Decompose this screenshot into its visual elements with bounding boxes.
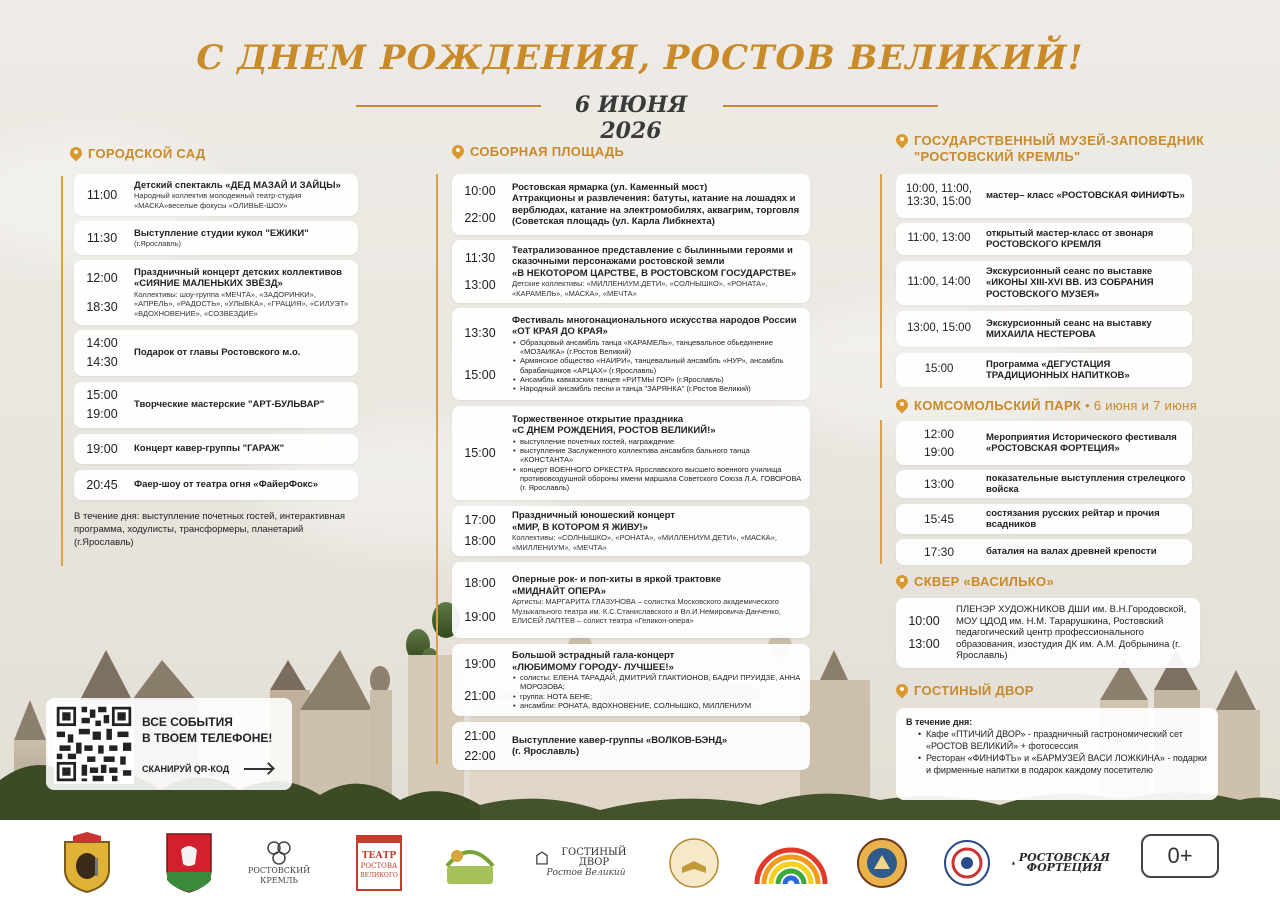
event-card: 11:00, 13:00 открытый мастер-класс от звонаря РОСТОВСКОГО КРЕМЛЯ [896,223,1192,255]
logo-yaroslavl-region [58,828,116,898]
logo-children-center [752,828,830,898]
event-card: 18:00 19:00 Оперные рок- и поп-хиты в яркой трактовке «МИДНАЙТ ОПЕРА» Артисты: МАРГАРИТА ГЛАЗУНОВА – солистка Московского академического Музыкального театра им. К.С.Станиславского и Вл.И.Немировича-Данченко, ЕЛИСЕЙ ЛАПТЕВ – солист театра «Геликон-опера» [452,562,810,638]
event-date: 6 ИЮНЯ 2026 [574,92,688,144]
column-line [880,420,882,564]
column-line [880,174,882,388]
event-time: 11:00 [86,187,118,202]
event-title: Праздничный концерт детских коллективов «СИЯНИЕ МАЛЕНЬКИХ ЗВЁЗД» [134,266,343,290]
event-time: 11:30 13:00 [464,250,496,292]
round-emblem-icon [856,837,908,889]
logo-gostiny-dvor: ГОСТИНЫЙ ДВОР Ростов Великий [536,828,636,898]
event-time: 12:00 19:00 [923,427,955,459]
event-time: 21:00 22:00 [464,728,496,763]
venue-name: ГОСТИНЫЙ ДВОР [914,683,1034,698]
event-time: 19:00 [86,441,118,456]
event-time: 15:00 [924,363,954,376]
event-card: 19:00 21:00 Большой эстрадный гала-концерт «ЛЮБИМОМУ ГОРОДУ- ЛУЧШЕЕ!» • солисты: ЕЛЕНА ТАРАДАЙ, ДМИТРИЙ ГЛАКТИОНОВ, БАДРИ ПРУИДЗЕ, АННА МОРОЗОВА; • группа: НОТА БЕНЕ; • ансамбли: РОНАТА, ВДОХНОВЕНИЕ, СОЛНЫШКО, МИЛЛЕНИУМ [452,644,810,716]
event-card: 11:00, 14:00 Экскурсионный сеанс по выставке «ИКОНЫ XIII-XVI ВВ. ИЗ СОБРАНИЯ РОСТОВСКОГО МУЗЕЯ» [896,261,1192,305]
event-details: (г.Ярославль) [134,239,182,248]
event-time: 19:00 21:00 [464,656,496,703]
venue-komsomolsky-park [896,398,1197,415]
event-card [74,434,358,464]
page-title: С ДНЕМ РОЖДЕНИЯ, РОСТОВ ВЕЛИКИЙ! [196,38,1084,78]
event-card [74,470,358,500]
venue-name: КОМСОМОЛЬСКИЙ ПАРК • 6 июня и 7 июня [914,398,1197,413]
list-item: • Образцовый ансамбль танца «КАРАМЕЛЬ», танцевальное обьединение «МОЗАИКА» (г.Ростов Великий) [512,338,804,356]
event-time: 10:00 22:00 [464,184,496,225]
venue-skver-vasilko [896,574,1054,591]
location-pin-icon [70,147,82,163]
event-card [74,382,358,428]
event-card: 15:00 Торжественное открытие праздника «С ДНЕМ РОЖДЕНИЯ, РОСТОВ ВЕЛИКИЙ!» • выступление почетных гостей, награждение • выступление Заслуженного коллектива ансамбля бального танца «КОНСТАНТА» • концерт ВОЕННОГО ОРКЕСТРА Ярославского высшего военного училища противовоздушной обороны имени маршала Советского Союза Л.А. ГОВОРОВА (г. Ярославль) [452,406,810,500]
list-item: • Ресторан «ФИНИФТЬ» и «БАРМУЗЕЙ ВАСИ ЛОЖКИНА» - подарки и фирменные напитки в подарок каждому посетителю [918,752,1208,776]
event-title: Подарок от главы Ростовского м.о. [134,347,301,359]
event-card: 13:00, 15:00 Экскурсионный сеанс на выставку МИХАИЛА НЕСТЕРОВА [896,311,1192,347]
logo-gorodskoy-sad [440,828,500,898]
event-title: Выступление студии кукол "ЕЖИКИ" [134,227,309,239]
venue-name: ГОСУДАРСТВЕННЫЙ МУЗЕЙ-ЗАПОВЕДНИК "РОСТОВСКИЙ КРЕМЛЬ" [914,133,1205,164]
event-time: 15:00 [464,445,496,460]
kremlin-emblem-icon [264,840,294,866]
event-time: 13:00, 15:00 [907,322,971,335]
list-item: • выступление почетных гостей, награждение [512,437,804,446]
list-item: • группа: НОТА БЕНЕ; [512,692,804,701]
event-details: Народный коллектив молодежный театр-студия «МАСКА»веселые фокусы «ОЛИВЬЕ-ШОУ» [134,191,302,210]
event-time: 18:00 19:00 [464,575,496,624]
event-card: 10:00 22:00 Ростовская ярмарка (ул. Каменный мост) Аттракционы и развлечения: батуты, катание на лошадях и верблюдах, катание на электромобилях, аквагрим, торговля (Советская площадь (ул. Карла Либкнехта) [452,174,810,235]
list-item: • концерт ВОЕННОГО ОРКЕСТРА Ярославского высшего военного училища противовоздушной обороны имени маршала Советского Союза Л.А. ГОВОРОВА (г. Ярославль) [512,465,804,493]
venue-name: СКВЕР «ВАСИЛЬКО» [914,574,1054,589]
logo-cultural-center [856,828,908,898]
location-pin-icon [896,575,908,591]
date-row [356,92,938,144]
event-title: Фаер-шоу от театра огня «ФайерФокс» [134,479,319,491]
event-card: 10:00 13:00 ПЛЕНЭР ХУДОЖНИКОВ ДШИ им. В.Н.Городовской, МОУ ЦДОД им. Н.М. Тарарушкина, Ростовский педагогический центр профессионального образования, изостудия ДК им. А.М. Добрынина (г. Ярославль) [896,598,1200,668]
event-time: 11:00, 13:00 [907,232,971,245]
event-time: 12:00 18:30 [86,271,118,314]
divider [723,105,938,107]
day-note: В течение дня: выступление почетных гостей, интерактивная программа, ходулисты, трансформеры, планетарий (г.Ярославль) [74,511,346,548]
event-card [74,174,358,216]
event-card: 17:30 баталия на валах древней крепости [896,539,1192,565]
logo-heritage-league [942,828,992,898]
rainbow-emblem-icon [753,838,829,888]
venue-gostiny-dvor [896,683,1034,700]
location-pin-icon [896,684,908,700]
event-time: 20:45 [86,477,118,492]
event-title: Детский спектакль «ДЕД МАЗАЙ И ЗАЙЦЫ» [134,179,341,191]
event-time: 17:00 18:00 [464,513,496,549]
event-details: Коллективы: шоу-группа «МЕЧТА», «ЗАДОРИНКИ», «АПРЕЛЬ», «РАДОСТЬ», «УЛЫБКА», «ГРАЦИЯ», «СИЛУЭТ» «ВДОХНОВЕНИЕ», «СОЗВЕЗДИЕ» [134,289,349,318]
location-pin-icon [896,399,908,415]
list-item: • Ансамбль кавказских танцев «РИТМЫ ГОР» (г.Ярославль) [512,375,804,384]
location-pin-icon [896,134,908,150]
event-time: 15:00 19:00 [86,388,118,422]
coat-of-arms-icon [59,832,115,894]
event-time: 11:30 [86,230,118,245]
event-title: Концерт кавер-группы "ГАРАЖ" [134,443,285,455]
qr-title: ВСЕ СОБЫТИЯ В ТВОЕМ ТЕЛЕФОНЕ! [142,715,273,745]
venue-rostov-kremlin [896,133,1204,165]
event-card [74,221,358,255]
gostiny-info-card: В течение дня: • Кафе «ПТИЧИЙ ДВОР» - праздничный гастрономический сет «РОСТОВ ВЕЛИКИЙ» + фотосессия • Ресторан «ФИНИФТЬ» и «БАРМУЗЕЙ ВАСИ ЛОЖКИНА» - подарки и фирменные напитки в подарок каждому посетителю [896,708,1218,800]
event-card: 11:30 13:00 Театрализованное представление с былинными героями и сказочными персонажами ростовской земли «В НЕКОТОРОМ ЦАРСТВЕ, В РОСТОВСКОМ ГОСУДАРСТВЕ» Детские коллективы: «МИЛЛЕНИУМ.ДЕТИ», «СОЛНЫШКО», «РОНАТА», «КАРАМЕЛЬ», «МАСКА», «МЕЧТА» [452,240,810,303]
column-line [61,176,63,566]
qr-code-icon[interactable] [54,704,134,784]
building-icon [536,850,548,866]
venue-name: ГОРОДСКОЙ САД [88,146,206,161]
coat-of-arms-icon [165,832,213,894]
heritage-emblem-icon [943,839,991,887]
event-time: 14:00 14:30 [86,336,118,370]
garden-emblem-icon [441,838,499,888]
list-item: • солисты: ЕЛЕНА ТАРАДАЙ, ДМИТРИЙ ГЛАКТИОНОВ, БАДРИ ПРУИДЗЕ, АННА МОРОЗОВА; [512,673,804,691]
event-card: 13:00 показательные выступления стрелецкого войска [896,470,1192,498]
venue-sobornaya [452,144,624,161]
event-card: 21:00 22:00 Выступление кавер-группы «ВОЛКОВ-БЭНД» (г. Ярославль) [452,722,810,770]
event-time: 10:00 13:00 [908,614,940,652]
event-card: 15:45 состязания русских рейтар и прочия всадников [896,504,1192,534]
list-item: • Народный ансамбль песни и танца "ЗАРЯНКА" (г.Ростов Великий) [512,384,804,393]
event-card: 15:00 Программа «ДЕГУСТАЦИЯ ТРАДИЦИОННЫХ НАПИТКОВ» [896,353,1192,387]
logo-library [668,828,720,898]
list-item: • Армянское общество «НАИРИ», танцевальный ансамбль «НУР», ансамбль барабанщиков «АРЦАХ» (г.Ярославль) [512,356,804,374]
event-card: 13:30 15:00 Фестиваль многонационального искусства народов России «ОТ КРАЯ ДО КРАЯ» • Образцовый ансамбль танца «КАРАМЕЛЬ», танцевальное обьединение «МОЗАИКА» (г.Ростов Великий) • Армянское общество «НАИРИ», танцевальный ансамбль «НУР», ансамбль барабанщиков «АРЦАХ» (г.Ярославль) • Ансамбль кавказских танцев «РИТМЫ ГОР» (г.Ярославль) • Народный ансамбль песни и танца "ЗАРЯНКА" (г.Ростов Великий) [452,308,810,400]
event-card: 12:00 19:00 Мероприятия Исторического фестиваля «РОСТОВСКАЯ ФОРТЕЦИЯ» [896,421,1192,465]
event-card [74,260,358,325]
library-emblem-icon [668,837,720,889]
event-time: 13:30 15:00 [464,325,496,382]
event-time: 15:45 [923,512,955,526]
logo-rostov-fortecia: РОСТОВСКАЯ ФОРТЕЦИЯ [1012,828,1110,898]
event-time: 13:00 [923,477,955,491]
list-item: • выступление Заслуженного коллектива ансамбля бального танца «КОНСТАНТА» [512,446,804,464]
event-title: Творческие мастерские "АРТ-БУЛЬВАР" [134,399,325,411]
venue-gorodskoy-sad [70,146,206,163]
partners-footer [0,820,1280,908]
event-time: 10:00, 11:00, 13:30, 15:00 [905,182,973,208]
age-rating-badge: 0+ [1141,834,1219,878]
fortress-icon [1012,837,1015,889]
event-card: 17:00 18:00 Праздничный юношеский концерт «МИР, В КОТОРОМ Я ЖИВУ!» Коллективы: «СОЛНЫШКО», «РОНАТА», «МИЛЛЕНИУМ.ДЕТИ», «МАСКА», «МИЛЛЕНИУМ», «МЕЧТА» [452,506,810,556]
event-time: 11:00, 14:00 [907,276,971,289]
venue-name: СОБОРНАЯ ПЛОЩАДЬ [470,144,625,159]
location-pin-icon [452,145,464,161]
logo-rostov-kremlin: РОСТОВСКИЙ КРЕМЛЬ [248,828,310,898]
column-line [436,174,438,764]
qr-promo-card[interactable] [46,698,292,790]
list-item: • Кафе «ПТИЧИЙ ДВОР» - праздничный гастрономический сет «РОСТОВ ВЕЛИКИЙ» + фотосессия [918,728,1208,752]
event-card: 10:00, 11:00, 13:30, 15:00 мастер– класс «РОСТОВСКАЯ ФИНИФТЬ» [896,174,1192,218]
arrow-right-icon [244,768,272,770]
logo-rostov-coat-of-arms [164,828,214,898]
event-time: 17:30 [923,545,955,559]
list-item: • ансамбли: РОНАТА, ВДОХНОВЕНИЕ, СОЛНЫШКО, МИЛЛЕНИУМ [512,701,804,710]
logo-rostov-theatre: ТЕАТР РОСТОВА ВЕЛИКОГО [355,828,403,898]
qr-cta-label: СКАНИРУЙ QR-КОД [142,764,230,774]
event-card [74,330,358,376]
divider [356,105,541,107]
page-header [0,38,1280,78]
